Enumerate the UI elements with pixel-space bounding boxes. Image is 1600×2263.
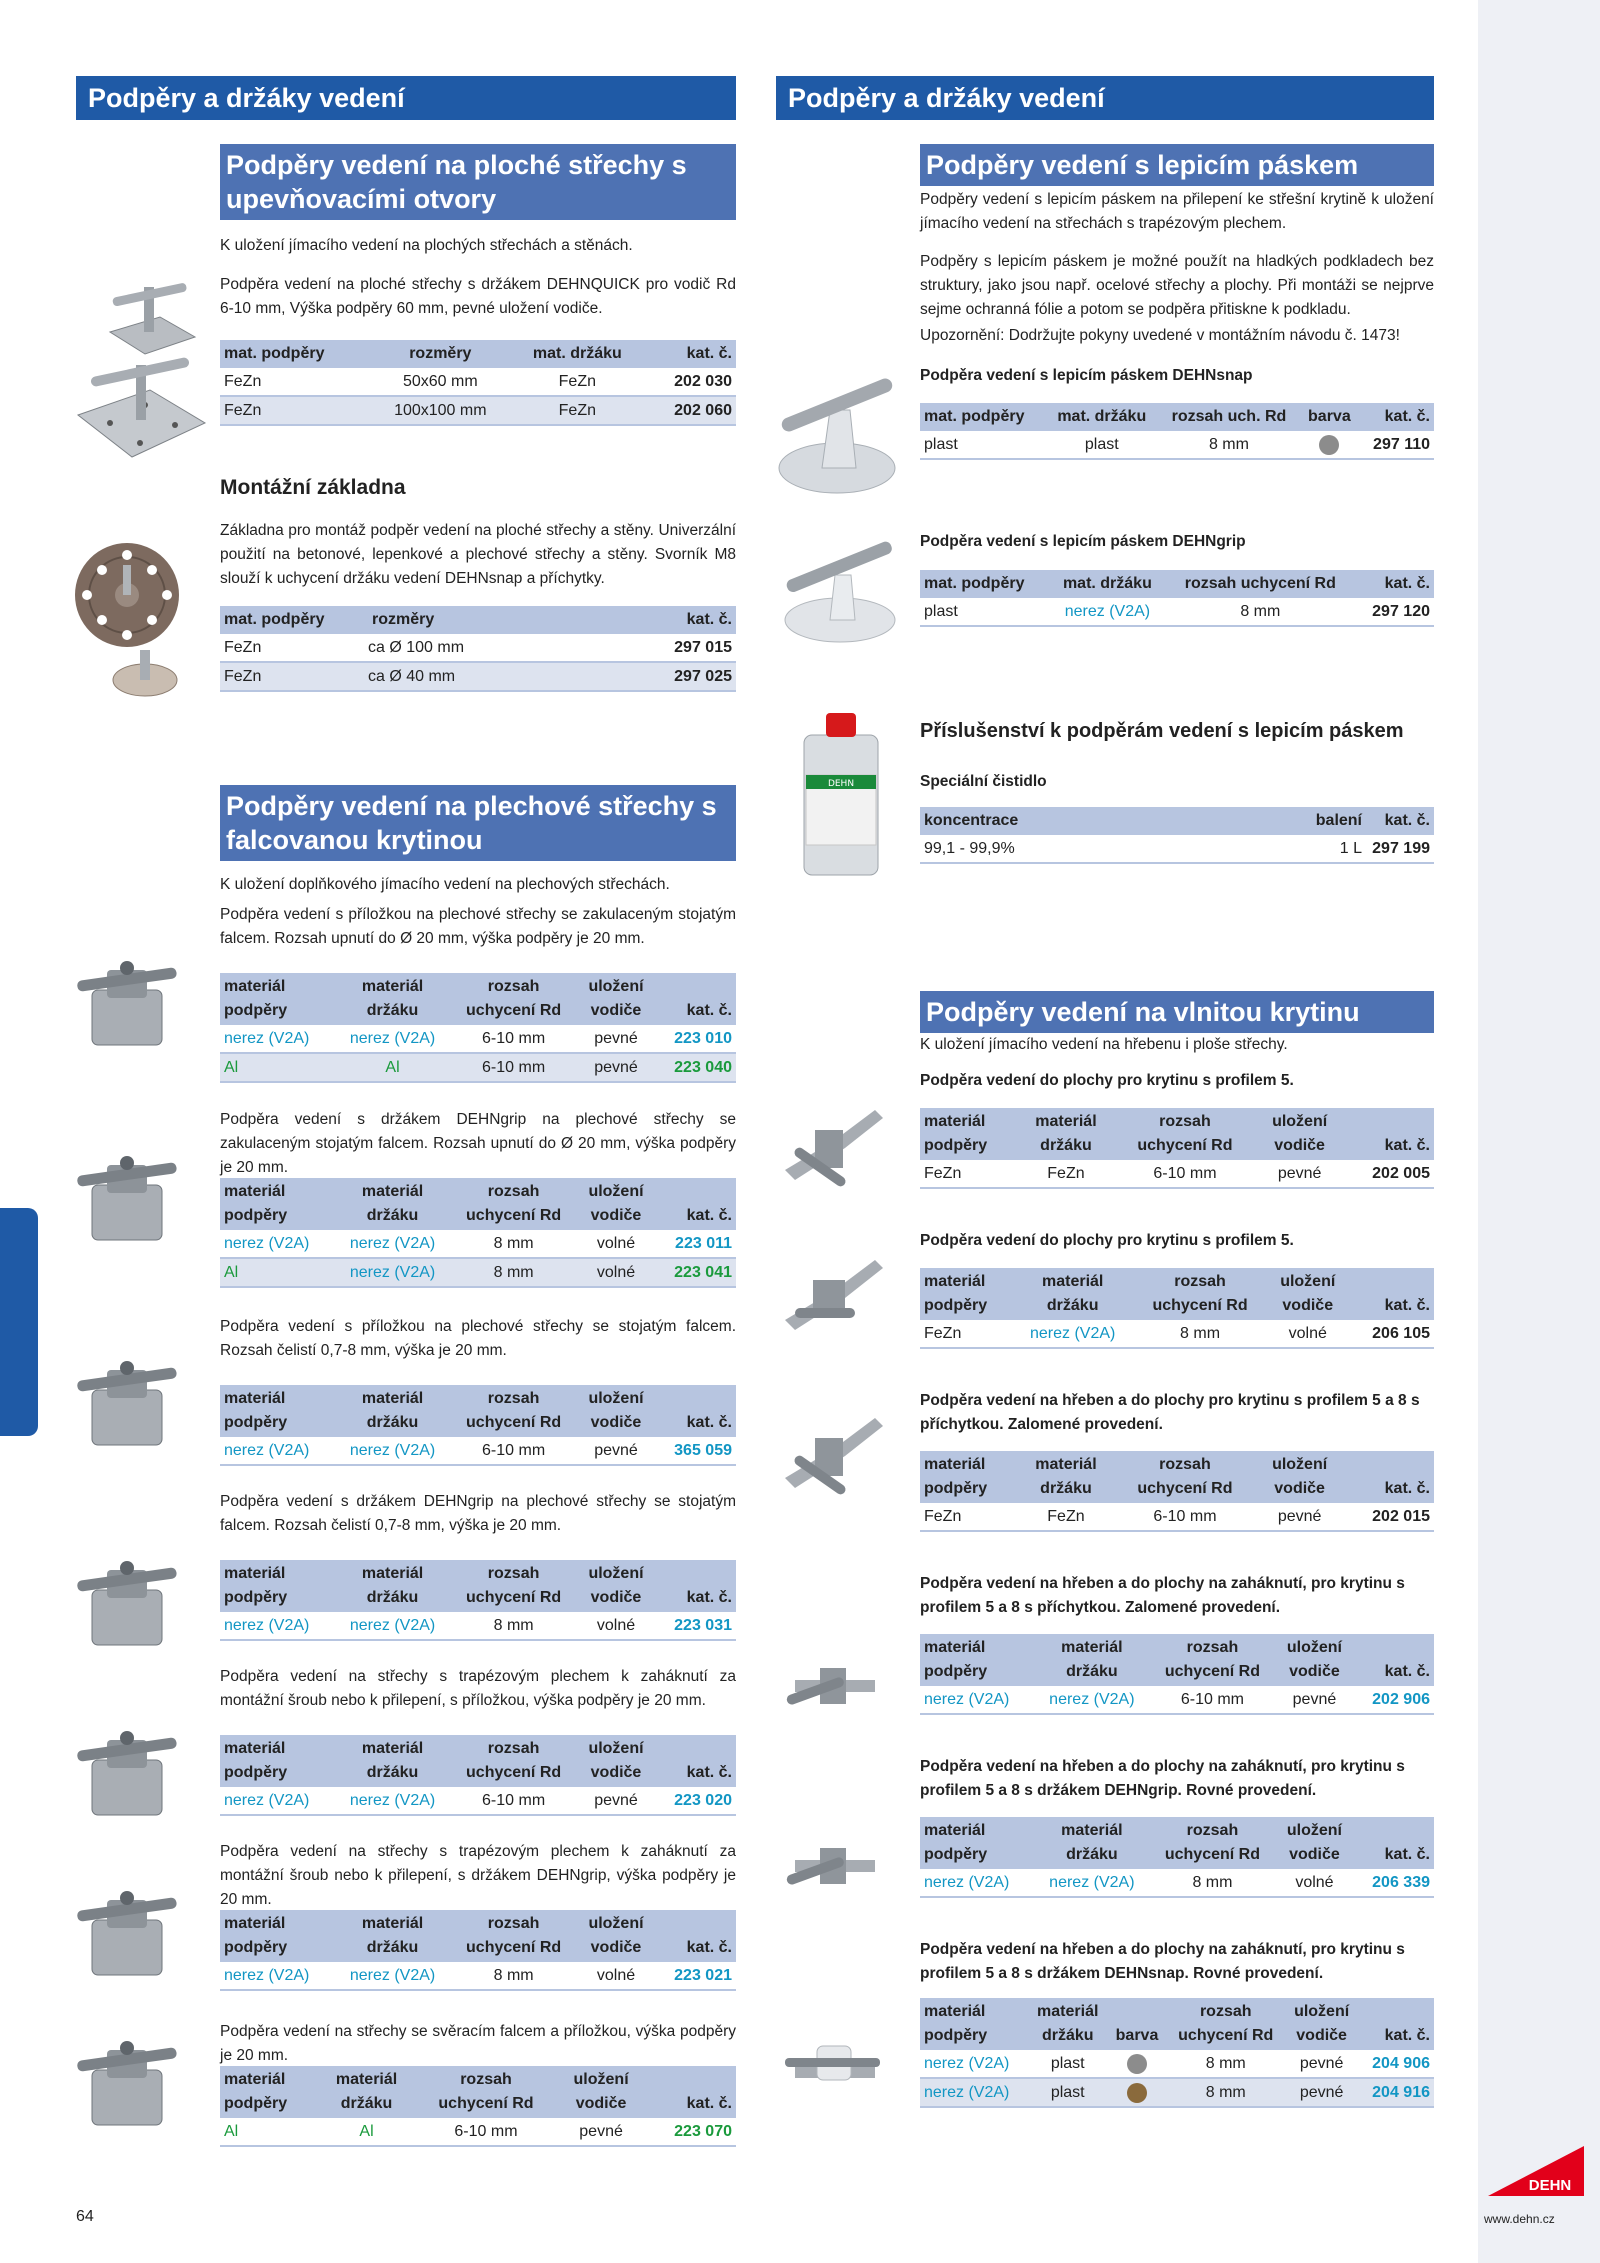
product-table	[220, 973, 736, 1083]
sheet-product-description: Podpěra vedení s držákem DEHNgrip na plechové střechy se zakulaceným stojatým falcem. Rozsah upnutí do Ø 20 mm, výška podpěry je 20 mm.	[220, 1111, 736, 1176]
chapter-tab	[0, 1208, 38, 1436]
col-header: uložení vodiče	[1256, 1108, 1343, 1160]
product-table	[220, 1385, 736, 1466]
right-page-header: Podpěry a držáky vedení	[776, 76, 1434, 120]
sheet-product-description: Podpěra vedení s příložkou na plechové střechy se zakulaceným stojatým falcem. Rozsah upnutí do Ø 20 mm, výška podpěry je 20 mm.	[220, 906, 736, 947]
col-header: rozsah uchycení Rd	[1166, 1998, 1285, 2050]
col-header: materiál podpěry	[220, 1910, 335, 1962]
adhesive-support-dehnsnap-image	[772, 350, 902, 500]
corrugated-product-name: Podpěra vedení na hřeben a do plochy na zaháknutí, pro krytinu s profilem 5 a 8 s držákem DEHNgrip. Rovné provedení.	[920, 1758, 1405, 1799]
table-row: nerez (V2A) plast 8 mm pevné 204 906	[920, 2050, 1434, 2078]
table-row: plast plast 8 mm 297 110	[920, 431, 1434, 459]
col-header: barva	[1108, 1998, 1166, 2050]
can-label: DEHN	[827, 779, 855, 789]
product-table	[220, 1560, 736, 1641]
col-header: kat. č.	[1353, 1817, 1434, 1869]
col-header: kat. č.	[590, 606, 736, 634]
table-row: Al Al 6-10 mm pevné 223 070	[220, 2118, 736, 2146]
col-header: materiál podpěry	[220, 2066, 319, 2118]
table-row: FeZn ca Ø 100 mm 297 015	[220, 634, 736, 662]
col-header: rozsah uch. Rd	[1158, 403, 1300, 431]
col-header: uložení vodiče	[1267, 1268, 1349, 1320]
color-swatch	[1127, 2054, 1147, 2074]
table-row: nerez (V2A) nerez (V2A) 6-10 mm pevné 202 906	[920, 1686, 1434, 1714]
col-header: materiál držáku	[335, 1735, 450, 1787]
table-row: nerez (V2A) plast 8 mm pevné 204 916	[920, 2078, 1434, 2107]
flat-roof-description: Podpěra vedení na ploché střechy s držákem DEHNQUICK pro vodič Rd 6-10 mm, Výška podpěry 60 mm, pevné uložení vodiče.	[220, 276, 736, 317]
mounting-base-large-image	[72, 540, 182, 650]
col-header: rozsah uchycení Rd	[450, 1560, 577, 1612]
col-header: materiál držáku	[1035, 1817, 1150, 1869]
sheet-support-image	[72, 1880, 182, 1990]
cleaner-can-image	[796, 705, 886, 885]
sheet-product-description: Podpěra vedení na střechy s trapézovým plechem k zaháknutí za montážní šroub nebo k přilepení, s příložkou, výška podpěry je 20 mm.	[220, 1668, 736, 1709]
table-row: nerez (V2A) nerez (V2A) 6-10 mm pevné 223 020	[220, 1787, 736, 1815]
table-row: 99,1 - 99,9% 1 L 297 199	[920, 835, 1434, 863]
col-header: materiál držáku	[335, 1910, 450, 1962]
cleaner-table	[920, 807, 1434, 864]
corrugated-support-image	[775, 1650, 890, 1730]
corrugated-support-image	[775, 1100, 890, 1195]
adhesive-support-dehngrip-image	[775, 520, 905, 650]
col-header: kat. č.	[655, 1910, 736, 1962]
sheet-roof-intro: K uložení doplňkového jímacího vedení na plechových střechách.	[220, 876, 670, 893]
col-header: kat. č.	[655, 1560, 736, 1612]
col-header: rozsah uchycení Rd	[1165, 570, 1355, 598]
color-swatch	[1319, 435, 1339, 455]
table-row: Al nerez (V2A) 8 mm volné 223 041	[220, 1258, 736, 1287]
corrugated-product-name: Podpěra vedení do plochy pro krytinu s profilem 5.	[920, 1072, 1294, 1089]
col-header: rozsah uchycení Rd	[1149, 1634, 1276, 1686]
col-header: rozměry	[368, 606, 590, 634]
product-table	[220, 2066, 736, 2147]
corrugated-support-image	[775, 1408, 890, 1503]
corrugated-support-image	[775, 1830, 890, 1910]
col-header: uložení vodiče	[577, 1910, 655, 1962]
col-header: mat. držáku	[1046, 403, 1158, 431]
corrugated-dehnsnap-name: Podpěra vedení na hřeben a do plochy na zaháknutí, pro krytinu s profilem 5 a 8 s držákem DEHNsnap. Rovné provedení.	[920, 1941, 1405, 1982]
sheet-product-description: Podpěra vedení na střechy se svěracím falcem a příložkou, výška podpěry je 20 mm.	[220, 2023, 736, 2064]
dehngrip-table	[920, 570, 1434, 627]
col-header: kat. č.	[655, 973, 736, 1025]
col-header: kat. č.	[1358, 1998, 1434, 2050]
page-number: 64	[76, 2208, 94, 2225]
corrugated-section-title: Podpěry vedení na vlnitou krytinu	[920, 991, 1434, 1033]
col-header: uložení vodiče	[577, 1385, 655, 1437]
table-row: FeZn 100x100 mm FeZn 202 060	[220, 396, 736, 425]
col-header: materiál podpěry	[920, 1998, 1028, 2050]
product-table	[220, 1735, 736, 1816]
col-header: materiál podpěry	[920, 1817, 1035, 1869]
mounting-base-description: Základna pro montáž podpěr vedení na ploché střechy a stěny. Univerzální použití na betonové, lepenkové a plechové střechy a stěny. Svorník M8 slouží k uchycení držáku vedení DEHNsnap a příchytky.	[220, 522, 736, 587]
sheet-support-image	[72, 1720, 182, 1830]
color-swatch	[1127, 2083, 1147, 2103]
col-header: kat. č.	[1349, 1268, 1434, 1320]
col-header: rozsah uchycení Rd	[1133, 1268, 1267, 1320]
mounting-base-table	[220, 606, 736, 692]
col-header: kat. č.	[655, 1178, 736, 1230]
dehnsnap-product-name: Podpěra vedení s lepicím páskem DEHNsnap	[920, 367, 1253, 384]
adhesive-notice: Upozornění: Dodržujte pokyny uvedené v montážním návodu č. 1473!	[920, 327, 1400, 344]
corrugated-product-name: Podpěra vedení na hřeben a do plochy na zaháknutí, pro krytinu s profilem 5 a 8 s příchytkou. Zalomené provedení.	[920, 1575, 1405, 1616]
col-header: rozsah uchycení Rd	[415, 2066, 558, 2118]
table-row: FeZn 50x60 mm FeZn 202 030	[220, 368, 736, 396]
col-header: rozměry	[371, 340, 511, 368]
website-url: www.dehn.cz	[1484, 2212, 1555, 2226]
col-header: rozsah uchycení Rd	[1149, 1817, 1276, 1869]
col-header: materiál držáku	[335, 1560, 450, 1612]
table-row: nerez (V2A) nerez (V2A) 8 mm volné 223 011	[220, 1230, 736, 1258]
col-header: kat. č.	[1366, 807, 1434, 835]
product-table	[920, 1634, 1434, 1715]
sheet-product-description: Podpěra vedení s příložkou na plechové střechy se stojatým falcem. Rozsah čelistí 0,7-8 mm, výška je 20 mm.	[220, 1318, 736, 1359]
col-header: materiál držáku	[1018, 1451, 1114, 1503]
accessory-title: Příslušenství k podpěrám vedení s lepicím páskem	[920, 720, 1404, 742]
table-row: nerez (V2A) nerez (V2A) 8 mm volné 223 021	[220, 1962, 736, 1990]
product-table	[920, 1817, 1434, 1898]
col-header: uložení vodiče	[577, 1178, 655, 1230]
col-header: kat. č.	[1359, 403, 1434, 431]
dehnsnap-table	[920, 403, 1434, 460]
col-header: barva	[1300, 403, 1359, 431]
col-header: materiál podpěry	[920, 1451, 1018, 1503]
col-header: uložení vodiče	[1276, 1634, 1353, 1686]
col-header: materiál držáku	[335, 1385, 450, 1437]
col-header: koncentrace	[920, 807, 1288, 835]
col-header: kat. č.	[1355, 570, 1434, 598]
col-header: materiál držáku	[335, 973, 450, 1025]
table-row: plast nerez (V2A) 8 mm 297 120	[920, 598, 1434, 626]
col-header: mat. podpěry	[220, 340, 371, 368]
sheet-support-image	[72, 950, 182, 1060]
col-header: kat. č.	[645, 2066, 736, 2118]
col-header: mat. podpěry	[920, 403, 1046, 431]
col-header: kat. č.	[655, 1385, 736, 1437]
col-header: materiál držáku	[335, 1178, 450, 1230]
flat-roof-section-title: Podpěry vedení na ploché střechy s upevňovacími otvory	[220, 144, 736, 220]
flat-roof-support-large-image	[70, 345, 210, 470]
flat-roof-intro: K uložení jímacího vedení na plochých střechách a stěnách.	[220, 237, 633, 254]
sheet-product-description: Podpěra vedení s držákem DEHNgrip na plechové střechy se stojatým falcem. Rozsah čelistí 0,7-8 mm, výška je 20 mm.	[220, 1493, 736, 1534]
col-header: mat. podpěry	[220, 606, 368, 634]
table-row: nerez (V2A) nerez (V2A) 6-10 mm pevné 223 010	[220, 1025, 736, 1053]
adhesive-paragraph-1: Podpěry vedení s lepicím páskem na přilepení ke střešní krytině k uložení jímacího vedení na střechách s trapézovým plechem.	[920, 191, 1434, 232]
col-header: materiál držáku	[1018, 1108, 1114, 1160]
col-header: materiál držáku	[1012, 1268, 1133, 1320]
corrugated-product-name: Podpěra vedení na hřeben a do plochy pro krytinu s profilem 5 a 8 s příchytkou. Zalomené provedení.	[920, 1392, 1420, 1433]
col-header: rozsah uchycení Rd	[450, 1178, 577, 1230]
col-header: uložení vodiče	[577, 973, 655, 1025]
col-header: materiál podpěry	[920, 1108, 1018, 1160]
col-header: kat. č.	[655, 1735, 736, 1787]
mounting-base-small-image	[110, 645, 180, 700]
product-table	[220, 1910, 736, 1991]
col-header: rozsah uchycení Rd	[450, 973, 577, 1025]
col-header: mat. držáku	[510, 340, 645, 368]
col-header: materiál podpěry	[220, 973, 335, 1025]
col-header: materiál podpěry	[920, 1634, 1035, 1686]
col-header: materiál držáku	[1028, 1998, 1108, 2050]
sheet-product-description: Podpěra vedení na střechy s trapézovým plechem k zaháknutí za montážní šroub nebo k přilepení, s držákem DEHNgrip, výška podpěry je 20 mm.	[220, 1843, 736, 1908]
sheet-support-image	[72, 2030, 182, 2140]
col-header: uložení vodiče	[557, 2066, 644, 2118]
col-header: kat. č.	[1343, 1108, 1434, 1160]
table-row: FeZn nerez (V2A) 8 mm volné 206 105	[920, 1320, 1434, 1348]
col-header: uložení vodiče	[1256, 1451, 1343, 1503]
table-row: nerez (V2A) nerez (V2A) 6-10 mm pevné 365 059	[220, 1437, 736, 1465]
product-table	[920, 1451, 1434, 1532]
product-table	[920, 1268, 1434, 1349]
col-header: materiál podpěry	[220, 1735, 335, 1787]
col-header: uložení vodiče	[577, 1560, 655, 1612]
col-header: uložení vodiče	[1276, 1817, 1353, 1869]
table-row: FeZn ca Ø 40 mm 297 025	[220, 662, 736, 691]
col-header: materiál držáku	[1035, 1634, 1150, 1686]
col-header: mat. držáku	[1050, 570, 1166, 598]
col-header: mat. podpěry	[920, 570, 1050, 598]
table-row: nerez (V2A) nerez (V2A) 8 mm volné 223 031	[220, 1612, 736, 1640]
col-header: rozsah uchycení Rd	[1114, 1451, 1256, 1503]
col-header: rozsah uchycení Rd	[450, 1735, 577, 1787]
svg-text:DEHN: DEHN	[1528, 2177, 1572, 2194]
col-header: balení	[1288, 807, 1366, 835]
cleaner-name: Speciální čistidlo	[920, 773, 1047, 790]
corrugated-dehnsnap-table	[920, 1998, 1434, 2108]
dehn-logo	[1486, 2138, 1586, 2198]
table-row: nerez (V2A) nerez (V2A) 8 mm volné 206 339	[920, 1869, 1434, 1897]
table-row: FeZn FeZn 6-10 mm pevné 202 005	[920, 1160, 1434, 1188]
product-table	[220, 1178, 736, 1288]
col-header: rozsah uchycení Rd	[1114, 1108, 1256, 1160]
adhesive-section-title: Podpěry vedení s lepicím páskem	[920, 144, 1434, 186]
table-row: Al Al 6-10 mm pevné 223 040	[220, 1053, 736, 1082]
col-header: kat. č.	[1343, 1451, 1434, 1503]
sheet-support-image	[72, 1550, 182, 1660]
col-header: rozsah uchycení Rd	[450, 1910, 577, 1962]
product-table	[920, 1108, 1434, 1189]
flat-roof-table	[220, 340, 736, 426]
col-header: materiál podpěry	[920, 1268, 1012, 1320]
col-header: uložení vodiče	[577, 1735, 655, 1787]
sheet-support-image	[72, 1145, 182, 1255]
col-header: kat. č.	[645, 340, 736, 368]
col-header: kat. č.	[1353, 1634, 1434, 1686]
dehngrip-product-name: Podpěra vedení s lepicím páskem DEHNgrip	[920, 533, 1246, 550]
col-header: materiál držáku	[319, 2066, 415, 2118]
corrugated-support-image	[775, 1250, 890, 1345]
corrugated-product-name: Podpěra vedení do plochy pro krytinu s profilem 5.	[920, 1232, 1294, 1249]
col-header: materiál podpěry	[220, 1560, 335, 1612]
left-page-header: Podpěry a držáky vedení	[76, 76, 736, 120]
corrugated-intro: K uložení jímacího vedení na hřebenu i ploše střechy.	[920, 1036, 1288, 1053]
col-header: materiál podpěry	[220, 1178, 335, 1230]
col-header: materiál podpěry	[220, 1385, 335, 1437]
adhesive-paragraph-2: Podpěry s lepicím páskem je možné použít na hladkých podkladech bez struktury, jako jsou např. ocelové střechy a plochy. Při montáži se nejprve sejme ochranná fólie a potom se podpěra přitiskne k podkladu.	[920, 253, 1434, 318]
col-header: uložení vodiče	[1285, 1998, 1358, 2050]
sheet-roof-section-title: Podpěry vedení na plechové střechy s falcovanou krytinou	[220, 785, 736, 861]
sheet-support-image	[72, 1350, 182, 1460]
right-margin-strip	[1478, 0, 1600, 2263]
corrugated-dehnsnap-image	[775, 2030, 890, 2110]
table-row: FeZn FeZn 6-10 mm pevné 202 015	[920, 1503, 1434, 1531]
mounting-base-title: Montážní základna	[220, 476, 406, 499]
col-header: rozsah uchycení Rd	[450, 1385, 577, 1437]
